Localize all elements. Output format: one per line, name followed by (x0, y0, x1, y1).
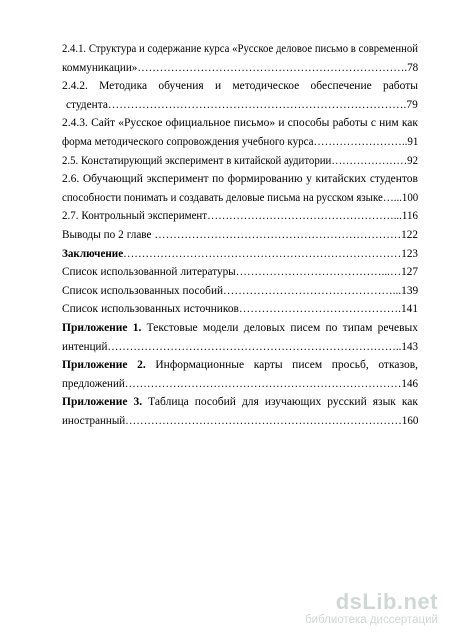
toc-entry-appendix-2-line1 (62, 356, 418, 375)
toc-entry-sources[interactable] (62, 300, 418, 319)
toc-entry-2-4-1-line1: 2.4.1. Структура и содержание курса «Русское деловое письмо в современной (62, 43, 418, 55)
toc-entry-appendix-2-line2: предложений…………………………………………………………………146 (62, 377, 419, 390)
toc-entry-2-7-line: 2.7. Контрольный эксперимент……………………………………………...116 (62, 210, 418, 223)
toc-entry-2-4-3-line2: форма методического сопровождения учебного курса……………………..91 (62, 135, 419, 148)
toc-entry-appendix-1[interactable] (62, 319, 418, 356)
toc-entry-manuals-line: Список использованных пособий………………………………………...139 (62, 284, 419, 297)
toc-entry-manuals[interactable] (62, 282, 418, 301)
toc-entry-2-6-line1: 2.6. Обучающий эксперимент по формированию у китайских студентов (62, 173, 418, 186)
toc-entry-appendix-3[interactable] (62, 393, 418, 430)
toc-entry-appendix-2[interactable] (62, 356, 418, 393)
toc-entry-2-4-2-line1: 2.4.2. Методика обучения и методическое обеспечение работы (62, 80, 418, 93)
toc-entry-sources-line: Список использованных источников…………………………………….141 (62, 303, 419, 316)
toc-entry-appendix-1-line1 (62, 319, 418, 338)
toc-entry-2-6-line2: способности понимать и создавать деловые письма на русском языке…...100 (62, 191, 419, 204)
toc-entry-appendix-2-title: Приложение 2. (62, 359, 146, 372)
toc-entry-literature[interactable] (62, 263, 418, 282)
toc-entry-2-5[interactable] (62, 152, 418, 171)
toc-entry-2-4-1-line2: коммуникации»……………………………………………………………….78 (62, 61, 419, 74)
dslib-subtitle: библиотека диссертаций (305, 614, 438, 626)
toc-entry-2-4-3-line1: 2.4.3. Сайт «Русское официальное письмо» и способы работы с ним как (62, 117, 418, 130)
toc-entry-appendix-3-line2: иностранный…………………………………………………………………160 (62, 414, 419, 427)
dslib-watermark[interactable] (305, 591, 438, 627)
toc-entry-2-5-line: 2.5. Констатирующий эксперимент в китайской аудитории…………………92 (62, 154, 419, 167)
toc-entry-chapter2-conclusions[interactable] (62, 226, 418, 245)
toc-entry-appendix-1-line2: интенций……………………………………………………………………..143 (62, 340, 419, 353)
toc-entry-conclusion-title: Заключение (62, 247, 124, 260)
toc-entry-conclusion[interactable] (62, 245, 418, 264)
toc-entry-2-4-2[interactable] (62, 77, 418, 114)
toc-entry-2-6[interactable] (62, 170, 418, 207)
toc-entry-appendix-3-title: Приложение 3. (62, 396, 143, 409)
toc-entry-appendix-1-title: Приложение 1. (62, 321, 142, 334)
toc-entry-appendix-3-text: Таблица пособий для изучающих русский язык как (142, 396, 419, 409)
toc-entry-2-4-1[interactable] (62, 40, 418, 77)
toc-entry-appendix-3-line1 (62, 393, 418, 412)
toc-entry-literature-line: Список использованной литературы…………………………………...…127 (62, 266, 418, 279)
toc-entry-conclusion-line (62, 245, 418, 264)
toc-entry-appendix-2-text: Информационные карты писем просьб, отказов, (145, 359, 419, 372)
toc-entry-conclusion-leader: …………………………………………………………………123 (123, 247, 418, 260)
toc-entry-2-4-3[interactable] (62, 114, 418, 151)
toc-entry-appendix-1-text: Текстовые модели деловых писем по типам речевых (141, 321, 419, 334)
toc-entry-chapter2-conclusions-line: Выводы по 2 главе …………………………………………………………122 (62, 228, 418, 241)
toc-entry-2-7[interactable] (62, 207, 418, 226)
table-of-contents (62, 40, 418, 430)
toc-entry-2-4-2-line2: студента…………………………………………………………………….79 (65, 98, 418, 111)
dslib-logo: dsLib.net (335, 589, 438, 614)
